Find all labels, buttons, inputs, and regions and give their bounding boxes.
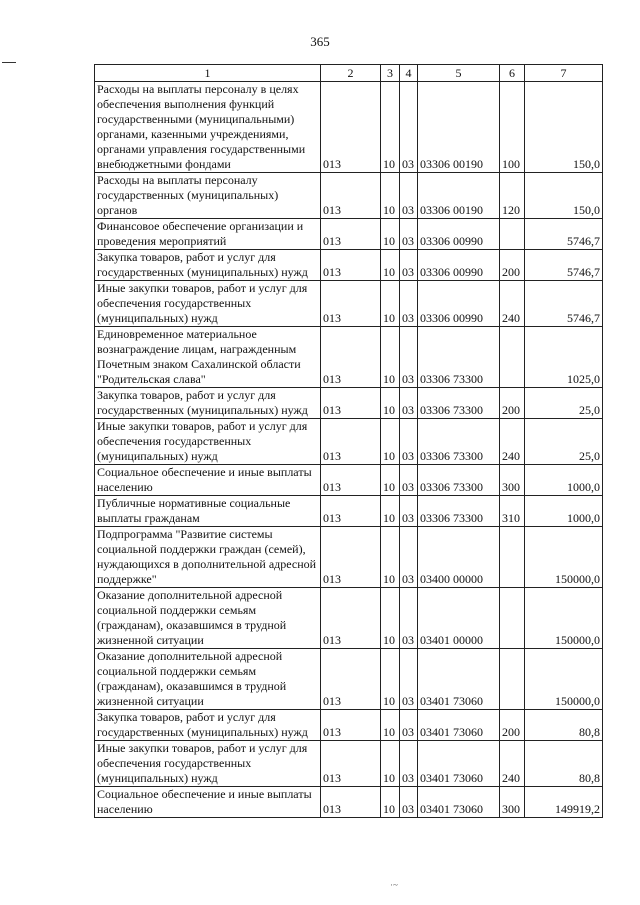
header-cell: 7 <box>525 65 603 82</box>
cell-name: Единовременное материальное вознаграждение лицам, награжденным Почетным знаком Сахалинской области "Родительская слава" <box>95 327 321 388</box>
cell-amount: 25,0 <box>525 388 603 419</box>
cell-subsection: 03 <box>400 281 418 327</box>
cell-amount: 150000,0 <box>525 649 603 710</box>
table-row <box>95 327 603 388</box>
cell-kind: 200 <box>500 710 525 741</box>
cell-section: 10 <box>381 219 400 250</box>
footer-mark: ·~ <box>390 880 398 890</box>
cell-code: 013 <box>321 710 381 741</box>
table-row <box>95 281 603 327</box>
cell-amount: 25,0 <box>525 419 603 465</box>
cell-kind: 120 <box>500 173 525 219</box>
cell-kind: 240 <box>500 419 525 465</box>
cell-amount: 80,8 <box>525 741 603 787</box>
cell-target: 03401 73060 <box>418 649 500 710</box>
cell-subsection: 03 <box>400 710 418 741</box>
cell-section: 10 <box>381 327 400 388</box>
cell-kind: 240 <box>500 741 525 787</box>
cell-target: 03306 73300 <box>418 419 500 465</box>
cell-section: 10 <box>381 741 400 787</box>
cell-subsection: 03 <box>400 527 418 588</box>
table-row <box>95 419 603 465</box>
cell-amount: 150000,0 <box>525 588 603 649</box>
header-cell: 5 <box>418 65 500 82</box>
table-row <box>95 527 603 588</box>
cell-kind: 310 <box>500 496 525 527</box>
cell-code: 013 <box>321 173 381 219</box>
cell-amount: 5746,7 <box>525 281 603 327</box>
header-cell: 1 <box>95 65 321 82</box>
cell-section: 10 <box>381 527 400 588</box>
cell-kind: 300 <box>500 787 525 818</box>
cell-section: 10 <box>381 82 400 173</box>
cell-code: 013 <box>321 327 381 388</box>
table-row <box>95 82 603 173</box>
table-row <box>95 173 603 219</box>
cell-code: 013 <box>321 588 381 649</box>
cell-kind: 200 <box>500 388 525 419</box>
cell-section: 10 <box>381 496 400 527</box>
cell-target: 03306 00990 <box>418 219 500 250</box>
table-row <box>95 787 603 818</box>
table-row <box>95 741 603 787</box>
cell-code: 013 <box>321 388 381 419</box>
cell-target: 03400 00000 <box>418 527 500 588</box>
cell-section: 10 <box>381 250 400 281</box>
cell-name: Расходы на выплаты персоналу государственных (муниципальных) органов <box>95 173 321 219</box>
cell-amount: 150,0 <box>525 82 603 173</box>
header-cell: 6 <box>500 65 525 82</box>
cell-target: 03306 73300 <box>418 388 500 419</box>
header-cell: 4 <box>400 65 418 82</box>
cell-kind: 240 <box>500 281 525 327</box>
cell-target: 03401 73060 <box>418 710 500 741</box>
table-row <box>95 219 603 250</box>
cell-subsection: 03 <box>400 787 418 818</box>
cell-subsection: 03 <box>400 419 418 465</box>
cell-target: 03401 00000 <box>418 588 500 649</box>
header-row <box>95 65 603 82</box>
cell-code: 013 <box>321 787 381 818</box>
cell-target: 03306 73300 <box>418 465 500 496</box>
cell-name: Оказание дополнительной адресной социальной поддержки семьям (гражданам), оказавшимся в трудной жизненной ситуации <box>95 649 321 710</box>
cell-kind: 300 <box>500 465 525 496</box>
table-row <box>95 465 603 496</box>
cell-section: 10 <box>381 173 400 219</box>
budget-table <box>94 64 603 818</box>
cell-target: 03306 73300 <box>418 327 500 388</box>
cell-subsection: 03 <box>400 465 418 496</box>
cell-subsection: 03 <box>400 219 418 250</box>
margin-mark <box>2 62 16 63</box>
page-number: 365 <box>310 34 330 49</box>
cell-amount: 1000,0 <box>525 496 603 527</box>
cell-kind <box>500 327 525 388</box>
cell-name: Иные закупки товаров, работ и услуг для обеспечения государственных (муниципальных) нужд <box>95 281 321 327</box>
cell-name: Финансовое обеспечение организации и проведения мероприятий <box>95 219 321 250</box>
cell-section: 10 <box>381 710 400 741</box>
cell-section: 10 <box>381 649 400 710</box>
cell-kind <box>500 588 525 649</box>
cell-target: 03306 73300 <box>418 496 500 527</box>
cell-kind: 100 <box>500 82 525 173</box>
cell-name: Социальное обеспечение и иные выплаты населению <box>95 787 321 818</box>
cell-subsection: 03 <box>400 741 418 787</box>
cell-amount: 1000,0 <box>525 465 603 496</box>
cell-target: 03306 00990 <box>418 250 500 281</box>
cell-name: Расходы на выплаты персоналу в целях обеспечения выполнения функций государственными (муниципальными) органами, казенными учреждениями, органами управления государственными внебюджетными фондами <box>95 82 321 173</box>
cell-target: 03401 73060 <box>418 741 500 787</box>
cell-section: 10 <box>381 465 400 496</box>
cell-code: 013 <box>321 496 381 527</box>
cell-section: 10 <box>381 588 400 649</box>
cell-amount: 150000,0 <box>525 527 603 588</box>
cell-name: Публичные нормативные социальные выплаты гражданам <box>95 496 321 527</box>
table-row <box>95 250 603 281</box>
table-row <box>95 388 603 419</box>
cell-amount: 5746,7 <box>525 250 603 281</box>
cell-amount: 149919,2 <box>525 787 603 818</box>
cell-target: 03306 00190 <box>418 82 500 173</box>
cell-name: Подпрограмма "Развитие системы социальной поддержки граждан (семей), нуждающихся в дополнительной адресной поддержке" <box>95 527 321 588</box>
cell-name: Закупка товаров, работ и услуг для государственных (муниципальных) нужд <box>95 388 321 419</box>
cell-subsection: 03 <box>400 250 418 281</box>
budget-table-body <box>95 65 603 818</box>
cell-name: Социальное обеспечение и иные выплаты населению <box>95 465 321 496</box>
cell-code: 013 <box>321 527 381 588</box>
cell-code: 013 <box>321 649 381 710</box>
cell-code: 013 <box>321 419 381 465</box>
cell-subsection: 03 <box>400 588 418 649</box>
cell-code: 013 <box>321 465 381 496</box>
header-cell: 3 <box>381 65 400 82</box>
cell-code: 013 <box>321 250 381 281</box>
cell-kind <box>500 527 525 588</box>
cell-name: Иные закупки товаров, работ и услуг для обеспечения государственных (муниципальных) нужд <box>95 741 321 787</box>
cell-kind: 200 <box>500 250 525 281</box>
header-cell: 2 <box>321 65 381 82</box>
cell-name: Закупка товаров, работ и услуг для государственных (муниципальных) нужд <box>95 710 321 741</box>
table-row <box>95 588 603 649</box>
cell-code: 013 <box>321 281 381 327</box>
cell-name: Иные закупки товаров, работ и услуг для обеспечения государственных (муниципальных) нужд <box>95 419 321 465</box>
cell-amount: 5746,7 <box>525 219 603 250</box>
cell-target: 03306 00190 <box>418 173 500 219</box>
table-row <box>95 710 603 741</box>
cell-subsection: 03 <box>400 82 418 173</box>
cell-amount: 1025,0 <box>525 327 603 388</box>
cell-kind <box>500 649 525 710</box>
cell-subsection: 03 <box>400 649 418 710</box>
cell-target: 03306 00990 <box>418 281 500 327</box>
cell-name: Закупка товаров, работ и услуг для государственных (муниципальных) нужд <box>95 250 321 281</box>
cell-section: 10 <box>381 419 400 465</box>
cell-code: 013 <box>321 219 381 250</box>
cell-name: Оказание дополнительной адресной социальной поддержки семьям (гражданам), оказавшимся в трудной жизненной ситуации <box>95 588 321 649</box>
cell-subsection: 03 <box>400 388 418 419</box>
cell-section: 10 <box>381 787 400 818</box>
cell-section: 10 <box>381 388 400 419</box>
cell-amount: 80,8 <box>525 710 603 741</box>
cell-section: 10 <box>381 281 400 327</box>
cell-subsection: 03 <box>400 173 418 219</box>
table-row <box>95 649 603 710</box>
cell-code: 013 <box>321 741 381 787</box>
cell-code: 013 <box>321 82 381 173</box>
cell-subsection: 03 <box>400 496 418 527</box>
table-row <box>95 496 603 527</box>
cell-subsection: 03 <box>400 327 418 388</box>
cell-target: 03401 73060 <box>418 787 500 818</box>
cell-kind <box>500 219 525 250</box>
cell-amount: 150,0 <box>525 173 603 219</box>
